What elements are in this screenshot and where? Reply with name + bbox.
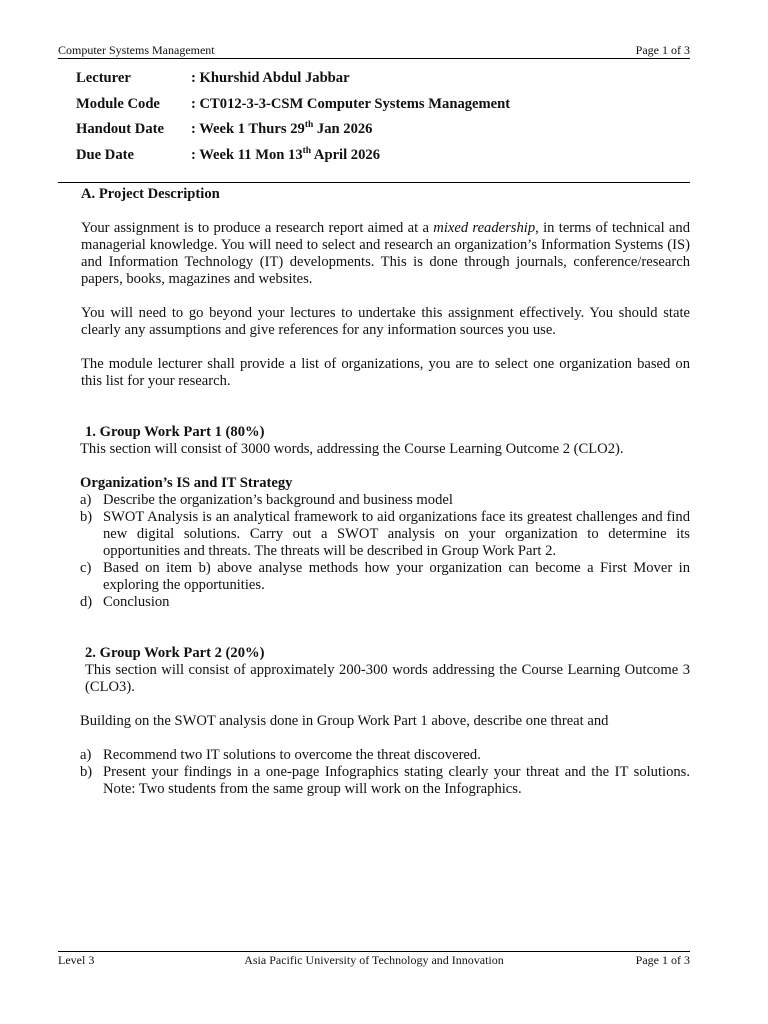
list-text: Conclusion bbox=[103, 594, 170, 610]
part2-heading: 2. Group Work Part 2 (20%) bbox=[85, 645, 265, 661]
header-page-number: Page 1 of 3 bbox=[635, 43, 690, 57]
text-run: , in terms of technical and managerial knowledge. You will need to select and research an organization’s Information Systems (IS) and Information Technology (IT) developments. This is done through journals, conference/research papers, books, magazines and websites. bbox=[81, 220, 691, 287]
list-item bbox=[80, 509, 690, 560]
list-text: Recommend two IT solutions to overcome the threat discovered. bbox=[103, 747, 481, 763]
meta-row-handout-date bbox=[76, 121, 510, 147]
footer-institution: Asia Pacific University of Technology and Innovation bbox=[244, 953, 504, 967]
meta-label: Module Code bbox=[76, 95, 160, 112]
list-text: Present your findings in a one-page Infographics stating clearly your threat and the IT solutions. Note: Two students from the same group will work on the Infographics. bbox=[103, 764, 690, 797]
list-marker: a) bbox=[80, 492, 92, 508]
date-suffix: Jan 2026 bbox=[313, 121, 373, 137]
part1-heading: 1. Group Work Part 1 (80%) bbox=[85, 424, 265, 440]
date-suffix: April 2026 bbox=[311, 146, 380, 163]
page-footer bbox=[58, 951, 690, 967]
list-text: Based on item b) above analyse methods how your organization can become a First Mover in exploring the opportunities. bbox=[103, 560, 690, 593]
text-run: Your assignment is to produce a research report aimed at a bbox=[81, 220, 434, 236]
part2-lead: Building on the SWOT analysis done in Group Work Part 1 above, describe one threat and bbox=[80, 713, 609, 729]
list-item bbox=[80, 764, 690, 798]
meta-separator bbox=[58, 182, 690, 183]
part1-list bbox=[80, 492, 690, 611]
list-marker: a) bbox=[80, 747, 92, 763]
list-item bbox=[80, 747, 690, 764]
list-marker: c) bbox=[80, 560, 92, 576]
meta-value bbox=[191, 147, 380, 164]
paragraph bbox=[81, 220, 690, 288]
meta-value: : Khurshid Abdul Jabbar bbox=[191, 70, 350, 86]
part1-subheading: Organization’s IS and IT Strategy bbox=[80, 475, 293, 491]
part2-list bbox=[80, 747, 690, 798]
date-prefix: : Week 1 Thurs 29 bbox=[191, 121, 305, 137]
footer-level: Level 3 bbox=[58, 953, 95, 967]
meta-label: Due Date bbox=[76, 146, 134, 163]
part1-intro: This section will consist of 3000 words, addressing the Course Learning Outcome 2 (CLO2). bbox=[80, 441, 624, 457]
list-marker: b) bbox=[80, 764, 93, 780]
meta-row-due-date bbox=[76, 147, 510, 173]
part2-intro: This section will consist of approximately 200-300 words addressing the Course Learning Outcome 3 (CLO3). bbox=[85, 662, 690, 695]
list-text: SWOT Analysis is an analytical framework to aid organizations face its greatest challenges and find new digital solutions. Carry out a SWOT analysis on your organization to determine its opportunities and threats. The threats will be described in Group Work Part 2. bbox=[103, 509, 690, 559]
document-body bbox=[81, 186, 690, 798]
list-item bbox=[80, 492, 690, 509]
section-heading: A. Project Description bbox=[81, 186, 220, 202]
assignment-meta bbox=[76, 70, 510, 172]
page-header bbox=[58, 43, 690, 59]
meta-label: Lecturer bbox=[76, 70, 131, 86]
meta-row-lecturer bbox=[76, 70, 510, 96]
date-prefix: : Week 11 Mon 13 bbox=[191, 146, 303, 163]
meta-row-module-code bbox=[76, 96, 510, 122]
date-ordinal: th bbox=[304, 120, 314, 131]
footer-page-number: Page 1 of 3 bbox=[635, 953, 690, 967]
emphasis: mixed readership bbox=[433, 220, 536, 236]
paragraph: The module lecturer shall provide a list of organizations, you are to select one organization based on this list for your research. bbox=[81, 356, 690, 389]
list-item bbox=[80, 594, 690, 611]
list-text: Describe the organization’s background and business model bbox=[103, 492, 453, 508]
meta-value bbox=[191, 121, 372, 138]
date-ordinal: th bbox=[302, 145, 312, 156]
header-title: Computer Systems Management bbox=[58, 43, 215, 57]
meta-value: : CT012-3-3-CSM Computer Systems Management bbox=[191, 95, 511, 112]
meta-label: Handout Date bbox=[76, 121, 164, 137]
paragraph: You will need to go beyond your lectures to undertake this assignment effectively. You should state clearly any assumptions and give references for any information sources you use. bbox=[81, 305, 690, 338]
list-marker: d) bbox=[80, 594, 93, 610]
list-marker: b) bbox=[80, 509, 93, 525]
list-item bbox=[80, 560, 690, 594]
